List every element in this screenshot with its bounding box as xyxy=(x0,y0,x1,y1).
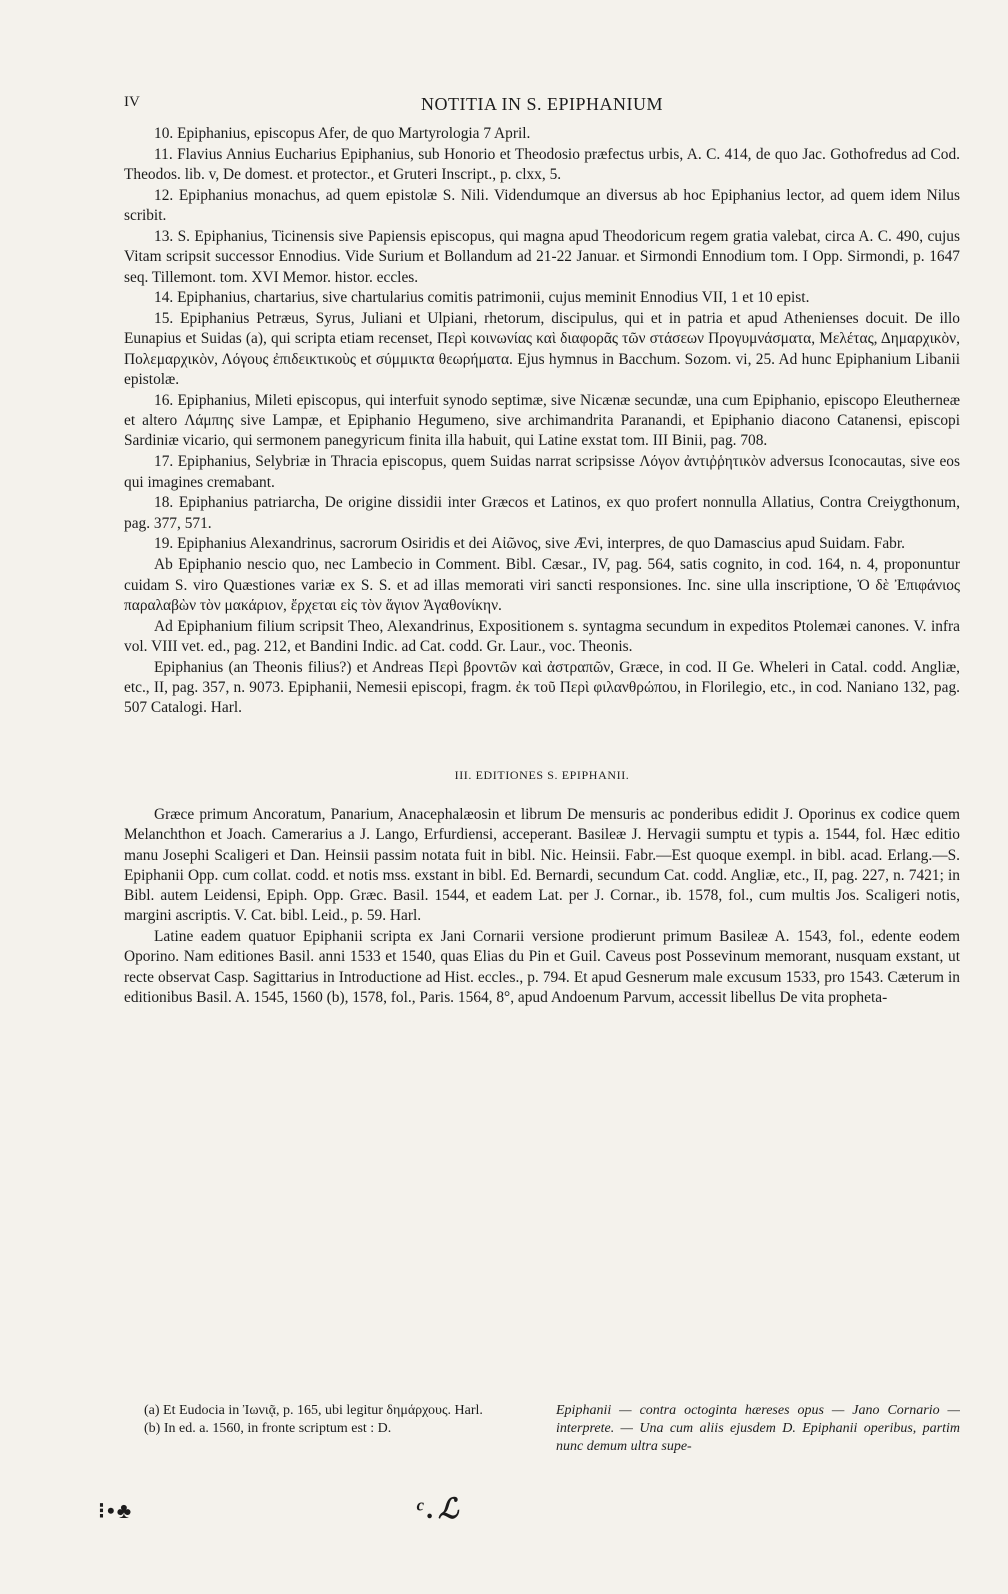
entry-16: 16. Epiphanius, Mileti episcopus, qui interfuit synodo septimæ, sive Nicænæ secundæ, una cum Epiphanio, episcopo Eleutherneæ et altero Λάμπης sive Lampæ, et Epiphanio Hegumeno, sive archimandrita Paranandi, et Epiphanio diacono Catanensi, episcopi Sardiniæ vicario, qui sermonem panegyricum finita illa habuit, qui Latine exstat tom. III Binii, pag. 708. xyxy=(124,391,960,450)
entry-19: 19. Epiphanius Alexandrinus, sacrorum Osiridis et dei Αἰῶνος, sive Ævi, interpres, de quo Damascius apud Suidam. Fabr. xyxy=(154,535,905,553)
entry-18: 18. Epiphanius patriarcha, De origine dissidii inter Græcos et Latinos, ex quo profert nonnulla Allatius, Contra Creiygthonum, pag. 377, 571. xyxy=(124,494,960,532)
entry-10: 10. Epiphanius, episcopus Afer, de quo Martyrologia 7 April. xyxy=(154,125,531,142)
main-text xyxy=(124,124,960,1008)
page-header xyxy=(124,94,960,118)
footnotes-right-column: Epiphanii — contra octoginta hæreses opus — Jano Cornario — interprete. — Una cum aliis ejusdem D. Epiphanii operibus, partim nunc demum ultra supe- xyxy=(556,1403,960,1454)
section-heading: III. EDITIONES S. EPIPHANII. xyxy=(454,767,630,782)
entry-14: 14. Epiphanius, chartarius, sive chartularius comitis patrimonii, cujus meminit Ennodius VII, 1 et 10 epist. xyxy=(154,289,810,307)
footnote-b: (b) In ed. a. 1560, in fronte scriptum est : D. xyxy=(144,1421,392,1436)
ink-mark-center: ᶜ.ℒ xyxy=(416,1494,463,1525)
page-number: IV xyxy=(124,94,140,110)
ink-mark-left: ⁝•♣ xyxy=(98,1498,134,1523)
paragraph-lambecio: Ab Epiphanio nescio quo, nec Lambecio in Comment. Bibl. Cæsar., IV, pag. 564, satis cognito, in cod. 164, n. 4, proponuntur cuidam S. viro Quæstiones variæ ex S. S. et ad illas memorati viri sancti responsiones. Inc. sine ulla inscriptione, Ὁ δὲ Ἐπιφάνιος παραλαβὼν τὸν μακάριον, ἔρχεται εἰς τὸν ἅγιον Ἀγαθονίκην. xyxy=(124,556,960,614)
running-title: NOTITIA IN S. EPIPHANIUM xyxy=(421,94,663,114)
entry-15: 15. Epiphanius Petræus, Syrus, Juliani et Ulpiani, rhetorum, discipulus, qui et in patria et apud Athenienses docuit. De illo Eunapius et Suidas (a), qui scripta etiam recenset, Περὶ κοινωνίας καὶ διαφορᾶς τῶν στάσεων Προγυμνάσματα, Μελέτας, Δημαρχικὸν, Πολεμαρχικὸν, Λόγους ἐπιδεικτικοὺς et σύμμικτα θεωρήματα. Ejus hymnus in Bacchum. Sozom. vi, 25. Ad hunc Epiphanium Libanii epistolæ. xyxy=(124,310,960,389)
footnotes-left-column xyxy=(136,1402,536,1438)
paragraph-latin-editions: Latine eadem quatuor Epiphanii scripta ex Jani Cornarii versione prodierunt primum Basileæ A. 1543, fol., edente eodem Oporino. Nam editiones Basil. anni 1533 et 1540, quas Elias du Pin et Guil. Caveus post Possevinum memorant, nusquam exstant, ut recte observat Casp. Sagittarius in Introductione ad Hist. eccles., p. 794. Et apud Gesnerum male excusum 1533, pro 1543. Cæterum in editionibus Basil. A. 1545, 1560 (b), 1578, fol., Paris. 1564, 8°, apud Andoenum Parvum, accessit libellus De vita propheta- xyxy=(124,928,960,1007)
entry-17: 17. Epiphanius, Selybriæ in Thracia episcopus, quem Suidas narrat scripsisse Λόγον ἀντιῤῥητικὸν adversus Iconocautas, sive eos qui imagines cremabant. xyxy=(124,453,960,491)
paragraph-greek-editions: Græce primum Ancoratum, Panarium, Anacephalæosin et librum De mensuris ac ponderibus edidit J. Oporinus ex codice quem Melanchthon et Joach. Camerarius a J. Lango, Erfurdiensi, acceperant. Basileæ J. Hervagii sumptu et typis a. 1544, fol. Hæc editio manu Josephi Scaligeri et Dan. Heinsii passim notata fuit in bibl. Nic. Heinsii. Fabr.—Est quoque exempl. in bibl. acad. Erlang.—S. Epiphanii Opp. cum collat. codd. et notis mss. exstant in bibl. Ed. Bernardi, secundum Cat. codd. Angliæ, etc., II, pag. 227, n. 7421; in Bibl. autem Leidensi, Epiph. Opp. Græc. Basil. 1544, et eadem Lat. per J. Cornar., ib. 1578, fol., cum multis Jos. Scaligeri notis, margini ascriptis. V. Cat. bibl. Leid., p. 59. Harl. xyxy=(124,805,960,925)
printer-marks xyxy=(98,1492,598,1532)
footnotes xyxy=(124,1402,960,1472)
entry-12: 12. Epiphanius monachus, ad quem epistolæ S. Nili. Videndumque an diversus ab hoc Epiphanius lector, ad quem idem Nilus scribit. xyxy=(124,186,960,225)
footnote-a: (a) Et Eudocia in Ἰωνιᾷ, p. 165, ubi legitur δημάρχους. Harl. xyxy=(144,1403,483,1418)
paragraph-andreas: Epiphanius (an Theonis filius?) et Andreas Περὶ βροντῶν καὶ ἀστραπῶν, Græce, in cod. II Ge. Wheleri in Catal. codd. Angliæ, etc., II, pag. 357, n. 9073. Epiphanii, Nemesii episcopi, fragm. ἐκ τοῦ Περὶ φιλανθρώπου, in Florilegio, etc., in cod. Naniano 132, pag. 507 Catalogi. Harl. xyxy=(124,658,960,717)
entry-13: 13. S. Epiphanius, Ticinensis sive Papiensis episcopus, qui magna apud Theodoricum regem gratia valebat, circa A. C. 490, cujus Vitam scripsit successor Ennodius. Vide Surium et Bollandum ad 21-22 Januar. et Sirmondi Ennodium tom. I Opp. Sirmondi, p. 1647 seq. Tillemont. tom. XVI Memor. histor. eccles. xyxy=(124,227,960,286)
entry-11: 11. Flavius Annius Eucharius Epiphanius, sub Honorio et Theodosio præfectus urbis, A. C. 414, de quo Jac. Gothofredus ad Cod. Theodos. lib. v, De domest. et protector., et Gruteri Inscript., p. clxx, 5. xyxy=(124,145,960,184)
paragraph-theo: Ad Epiphanium filium scripsit Theo, Alexandrinus, Expositionem s. syntagma secundum in expeditos Ptolemæi canones. V. infra vol. VIII vet. ed., pag. 212, et Bandini Indic. ad Cat. codd. Gr. Laur., voc. Theonis. xyxy=(124,617,960,655)
